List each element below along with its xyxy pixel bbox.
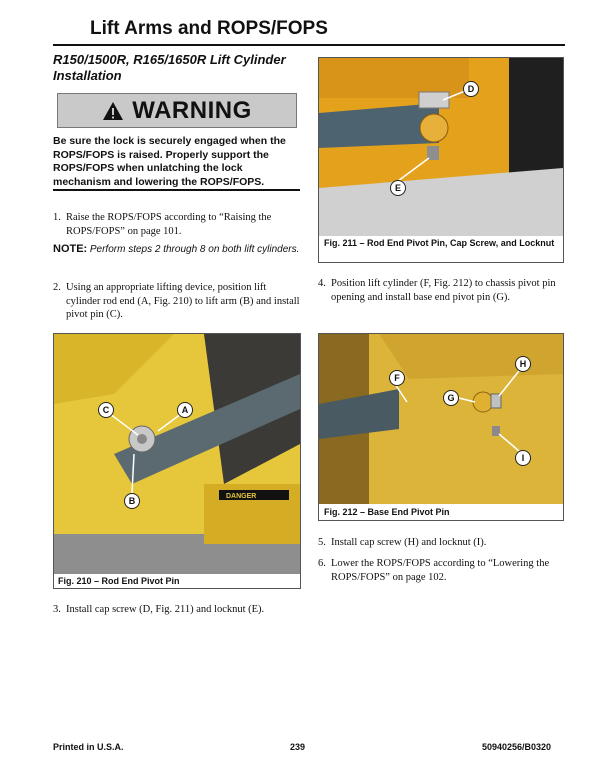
note-text: Perform steps 2 through 8 on both lift cylinders. (89, 244, 300, 255)
warning-box (57, 93, 297, 128)
step-text: Using an appropriate lifting device, position lift cylinder rod end (A, Fig. 210) to lift arm (B) and install pivot pin (C). (66, 282, 300, 320)
note (53, 243, 301, 257)
callout-e: E (390, 180, 406, 196)
step-6 (318, 557, 564, 584)
page-title: Lift Arms and ROPS/FOPS (90, 18, 328, 39)
step-5 (318, 536, 564, 550)
step-number: 4. (318, 278, 326, 289)
callout-i: I (515, 450, 531, 466)
warning-text: Be sure the lock is securely engaged when the ROPS/FOPS is raised. Properly support the ROPS/FOPS when unlatching the lock mechanism and lowering the ROPS/FOPS. (53, 135, 286, 188)
figure-210-photo (54, 334, 300, 574)
callout-a: A (177, 402, 193, 418)
warning-rule (53, 189, 300, 191)
figure-210 (53, 333, 301, 589)
figure-211-photo (319, 58, 563, 236)
callout-d: D (463, 81, 479, 97)
callout-c: C (98, 402, 114, 418)
step-number: 3. (53, 604, 61, 615)
figure-211 (318, 57, 564, 263)
title-rule (53, 44, 565, 46)
step-number: 2. (53, 282, 61, 293)
step-number: 6. (318, 558, 326, 569)
warning-label: WARNING (132, 96, 252, 124)
step-1 (53, 211, 301, 238)
step-text: Raise the ROPS/FOPS according to “Raising the ROPS/FOPS” on page 101. (66, 212, 272, 237)
step-text: Install cap screw (D, Fig. 211) and locknut (E). (66, 604, 265, 615)
footer-page-number: 239 (290, 742, 306, 752)
step-number: 5. (318, 537, 326, 548)
footer-part-number: 50940256/B0320 (482, 742, 552, 752)
step-text: Position lift cylinder (F, Fig. 212) to chassis pivot pin opening and install base end pivot pin (G). (331, 278, 556, 303)
figure-212 (318, 333, 564, 521)
step-2 (53, 281, 301, 322)
step-3 (53, 603, 301, 617)
callout-g: G (443, 390, 459, 406)
step-text: Lower the ROPS/FOPS according to “Lowering the ROPS/FOPS” on page 102. (331, 558, 550, 583)
callout-h: H (515, 356, 531, 372)
figure-211-caption: Fig. 211 – Rod End Pivot Pin, Cap Screw, and Locknut (324, 238, 555, 248)
callout-b: B (124, 493, 140, 509)
callout-f: F (389, 370, 405, 386)
step-4 (318, 277, 564, 304)
figure-210-caption: Fig. 210 – Rod End Pivot Pin (58, 576, 180, 586)
note-label: NOTE: (53, 243, 88, 255)
warning-triangle-icon (102, 101, 124, 121)
footer-printed: Printed in U.S.A. (53, 742, 124, 752)
step-number: 1. (53, 212, 61, 223)
step-text: Install cap screw (H) and locknut (I). (331, 537, 487, 548)
figure-212-caption: Fig. 212 – Base End Pivot Pin (324, 507, 450, 517)
danger-decal-text: DANGER (226, 493, 257, 500)
section-title: R150/1500R, R165/1650R Lift Cylinder Installation (53, 52, 286, 83)
